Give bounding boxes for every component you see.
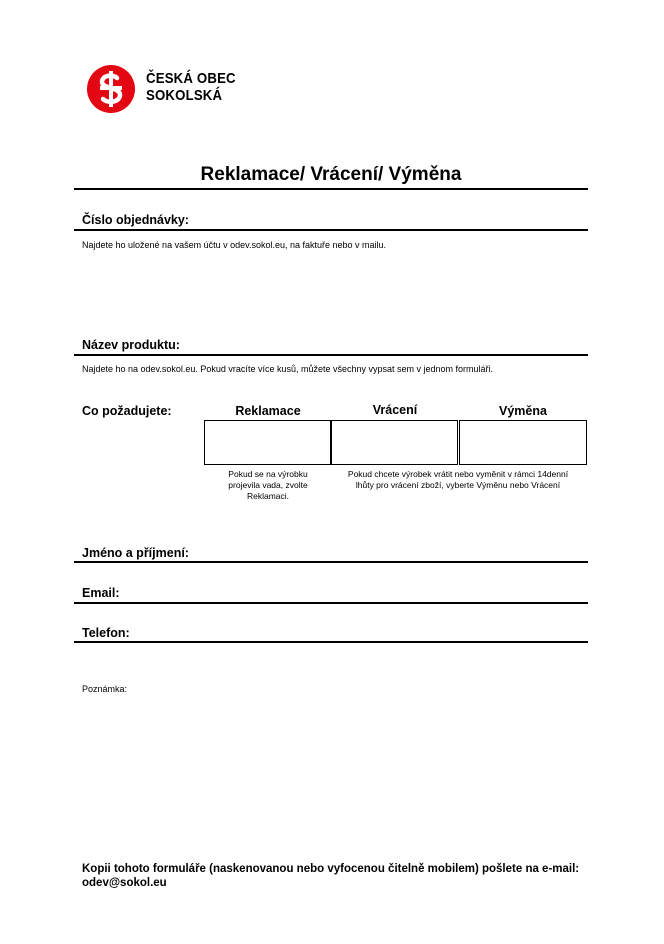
order-number-hint: Najdete ho uložené na vašem účtu v odev.sokol.eu, na faktuře nebo v mailu. [82, 240, 387, 250]
option-claim-box[interactable] [204, 420, 331, 465]
product-name-hint: Najdete ho na odev.sokol.eu. Pokud vracíte více kusů, můžete všechny vypsat sem v jednom formuláři. [82, 364, 494, 374]
option-exchange-box[interactable] [459, 420, 587, 465]
order-number-field[interactable] [74, 229, 588, 231]
option-claim-heading: Reklamace [235, 404, 301, 418]
option-return-heading: Vrácení [372, 403, 418, 417]
option-return-box[interactable] [331, 420, 458, 465]
email-label: Email: [82, 586, 120, 600]
return-exchange-note: Pokud chcete výrobek vrátit nebo vyměnit v rámci 14denní lhůty pro vrácení zboží, vyberte Výměnu nebo Vrácení [347, 469, 569, 490]
phone-label: Telefon: [82, 626, 130, 640]
sokol-logo-icon [86, 64, 136, 114]
request-type-label: Co požadujete: [82, 404, 172, 418]
phone-field[interactable] [74, 641, 588, 643]
submission-instructions-text: Kopii tohoto formuláře (naskenovanou nebo vyfocenou čitelně mobilem) pošlete na e-mail: [82, 863, 580, 875]
organization-name-line1: ČESKÁ OBEC [146, 70, 236, 87]
email-field[interactable] [74, 602, 588, 604]
product-name-field[interactable] [74, 354, 588, 356]
form-title: Reklamace/ Vrácení/ Výměna [200, 164, 462, 185]
submission-instructions [82, 862, 602, 890]
order-number-label: Číslo objednávky: [82, 213, 189, 227]
option-exchange-heading: Výměna [499, 404, 547, 418]
title-divider [74, 188, 588, 190]
claim-note: Pokud se na výrobku projevila vada, zvolte Reklamaci. [228, 469, 308, 501]
full-name-label: Jméno a příjmení: [82, 546, 189, 560]
organization-name [146, 70, 236, 104]
note-area[interactable] [82, 698, 588, 848]
product-name-label: Název produktu: [82, 338, 180, 352]
note-label: Poznámka: [82, 684, 128, 694]
full-name-field[interactable] [74, 561, 588, 563]
organization-name-line2: SOKOLSKÁ [146, 87, 223, 104]
submission-email[interactable]: odev@sokol.eu [82, 877, 167, 889]
